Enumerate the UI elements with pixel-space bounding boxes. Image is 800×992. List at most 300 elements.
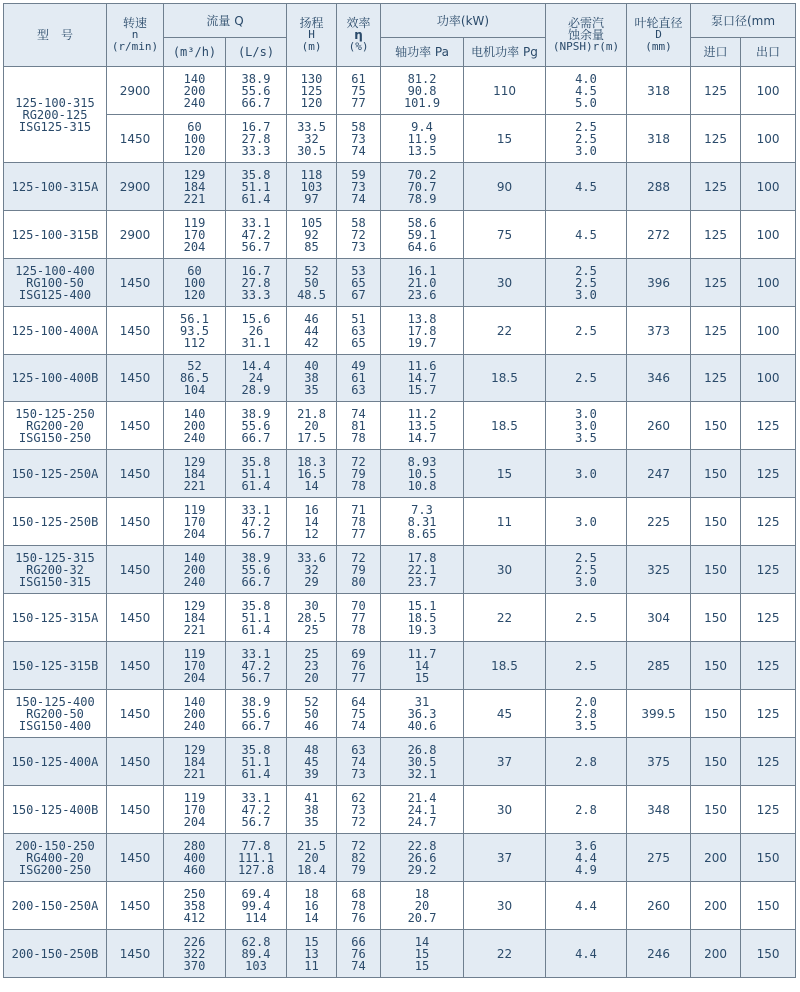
shaft-power-cell [381,930,464,978]
shaft-power-cell [381,355,464,402]
speed-cell: 1450 [107,307,164,355]
model-cell [4,834,107,882]
flow-ls-cell-line: 35.8 [241,454,271,469]
head-cell-line: 52 [304,694,319,709]
npsh-cell [546,642,627,690]
table-row [4,834,796,882]
flow-ls-cell-line: 16.7 [241,263,271,278]
model-cell-line: 150-125-250 [15,406,95,421]
shaft-power-cell-line: 11.2 [407,406,437,421]
npsh-label-2: 蚀余量 [568,28,605,42]
efficiency-cell [337,115,381,163]
col-speed [107,4,164,67]
flow-ls-cell-line: 47.2 [241,802,271,817]
impeller-cell: 375 [627,738,691,786]
shaft-power-cell-line: 23.7 [407,574,437,589]
npsh-cell-line: 2.5 [575,550,597,565]
shaft-power-cell-line: 26.6 [407,850,437,865]
flow-ls-cell-line: 66.7 [241,718,271,733]
shaft-power-cell-line: 15 [414,946,430,961]
npsh-cell [546,834,627,882]
table-row [4,738,796,786]
npsh-cell-line: 4.0 [575,71,597,86]
shaft-power-cell [381,402,464,450]
npsh-cell [546,690,627,738]
efficiency-cell-line: 73 [351,239,366,254]
efficiency-cell-line: 61 [351,71,366,86]
shaft-power-cell [381,882,464,930]
efficiency-cell-line: 78 [351,622,366,637]
flow-ls-cell-line: 114 [245,910,267,925]
head-cell [287,690,337,738]
speed-cell: 1450 [107,546,164,594]
flow-m3h-cell-line: 119 [183,215,206,230]
model-cell-line: 125-100-315B [11,227,99,242]
flow-m3h-cell [164,259,226,307]
flow-ls-cell-line: 38.9 [241,550,271,565]
head-cell-line: 23 [304,658,319,673]
shaft-power-cell-line: 14.7 [407,371,437,385]
outlet-cell: 100 [741,307,796,355]
efficiency-cell-line: 77 [351,610,366,625]
model-cell-line: ISG200-250 [18,862,92,877]
flow-ls-cell-line: 38.9 [241,406,271,421]
eff-label: 效率 [346,16,371,30]
inlet-cell: 150 [691,498,741,546]
shaft-power-cell-line: 40.6 [407,718,437,733]
flow-ls-cell [226,402,287,450]
npsh-cell-line: 3.5 [575,718,597,733]
flow-m3h-cell-line: 200 [183,418,206,433]
inlet-cell: 125 [691,259,741,307]
efficiency-cell-line: 51 [351,311,366,326]
flow-ls-cell-line: 33.1 [241,646,271,661]
head-cell-line: 130 [300,71,323,86]
efficiency-cell-line: 72 [351,227,366,242]
motor-power-cell: 37 [464,834,546,882]
efficiency-cell-line: 77 [351,670,366,685]
shaft-power-cell-line: 18 [414,886,430,901]
impeller-cell: 246 [627,930,691,978]
head-cell-line: 97 [304,191,319,206]
shaft-power-cell-line: 22.8 [407,838,437,853]
motor-power-cell: 18.5 [464,402,546,450]
shaft-power-cell-line: 14 [414,658,430,673]
flow-ls-cell [226,834,287,882]
head-cell [287,163,337,211]
flow-m3h-cell-line: 184 [183,610,206,625]
model-cell-line: 150-125-400 [15,694,95,709]
inlet-cell: 125 [691,211,741,259]
head-cell [287,307,337,355]
flow-ls-cell [226,882,287,930]
flow-m3h-cell-line: 100 [183,131,206,146]
motor-power-cell: 22 [464,594,546,642]
flow-m3h-cell [164,355,226,402]
head-cell-line: 12 [304,526,319,541]
head-cell [287,355,337,402]
npsh-cell-line: 3.0 [575,466,597,481]
inlet-cell: 150 [691,450,741,498]
impeller-cell: 275 [627,834,691,882]
efficiency-cell-line: 81 [351,418,366,433]
shaft-power-cell-line: 13.5 [407,143,437,158]
flow-m3h-cell [164,546,226,594]
outlet-cell: 150 [741,834,796,882]
table-row [4,259,796,307]
efficiency-cell-line: 78 [351,898,366,913]
shaft-power-cell-line: 15 [414,958,430,973]
flow-m3h-cell-line: 221 [183,478,206,493]
inlet-cell: 125 [691,67,741,115]
table-row [4,355,796,402]
head-cell-line: 38 [304,371,319,385]
model-cell-line: 200-150-250 [15,838,95,853]
efficiency-cell [337,307,381,355]
head-cell-line: 105 [300,215,323,230]
motor-power-cell: 30 [464,259,546,307]
efficiency-cell-line: 80 [351,574,366,589]
flow-m3h-cell-line: 112 [183,335,206,350]
shaft-power-cell [381,498,464,546]
efficiency-cell-line: 61 [351,371,366,385]
inlet-cell: 150 [691,690,741,738]
head-cell [287,738,337,786]
shaft-power-cell-line: 10.5 [407,466,437,481]
speed-cell: 1450 [107,786,164,834]
flow-ls-cell-line: 47.2 [241,227,271,242]
flow-ls-cell [226,307,287,355]
outlet-cell: 125 [741,498,796,546]
head-cell-line: 48.5 [297,287,326,302]
model-cell-line: RG100-50 [26,275,84,290]
flow-m3h-cell-line: 60 [187,263,202,278]
shaft-power-cell-line: 14 [414,934,430,949]
inlet-cell: 200 [691,930,741,978]
efficiency-cell-line: 68 [351,886,366,901]
motor-power-cell: 30 [464,546,546,594]
motor-power-cell: 30 [464,882,546,930]
head-cell-line: 20 [304,850,319,865]
flow-ls-cell-line: 27.8 [241,275,271,290]
model-cell [4,450,107,498]
flow-m3h-cell-line: 412 [183,910,206,925]
head-cell-line: 50 [304,275,319,290]
col-power: 功率(kW) [381,4,546,38]
efficiency-cell [337,690,381,738]
shaft-power-cell [381,115,464,163]
impeller-cell: 288 [627,163,691,211]
head-cell [287,450,337,498]
efficiency-cell-line: 79 [351,862,366,877]
model-cell [4,786,107,834]
efficiency-cell-line: 78 [351,478,366,493]
flow-ls-cell-line: 51.1 [241,610,271,625]
shaft-power-cell-line: 17.8 [407,550,437,565]
model-cell-line: RG200-32 [26,562,84,577]
efficiency-cell [337,355,381,402]
speed-cell: 1450 [107,882,164,930]
efficiency-cell [337,642,381,690]
model-cell-line: ISG150-400 [18,718,92,733]
outlet-cell: 100 [741,259,796,307]
model-cell [4,259,107,307]
flow-ls-cell-line: 35.8 [241,598,271,613]
model-cell [4,307,107,355]
flow-ls-cell [226,115,287,163]
table-row [4,786,796,834]
npsh-cell-line: 4.9 [575,862,597,877]
shaft-power-cell-line: 32.1 [407,766,437,781]
head-cell-line: 120 [300,95,323,110]
head-cell-line: 14 [304,514,319,529]
flow-m3h-cell [164,498,226,546]
table-row [4,930,796,978]
model-cell [4,594,107,642]
table-row [4,690,796,738]
npsh-cell [546,738,627,786]
motor-power-cell: 75 [464,211,546,259]
efficiency-cell-line: 64 [351,694,366,709]
head-cell-line: 41 [304,790,319,805]
efficiency-cell-line: 72 [351,814,366,829]
shaft-power-cell [381,642,464,690]
flow-ls-cell-line: 61.4 [241,622,271,637]
outlet-cell: 150 [741,882,796,930]
flow-ls-cell-line: 51.1 [241,466,271,481]
pump-spec-table [3,3,796,978]
col-efficiency [337,4,381,67]
efficiency-cell-line: 53 [351,263,366,278]
efficiency-cell-line: 74 [351,191,366,206]
flow-ls-cell [226,546,287,594]
head-cell [287,594,337,642]
flow-ls-cell-line: 51.1 [241,754,271,769]
shaft-power-cell-line: 11.9 [407,131,437,146]
flow-m3h-cell [164,67,226,115]
npsh-cell-line: 4.4 [575,898,597,913]
flow-m3h-cell [164,738,226,786]
motor-power-cell: 90 [464,163,546,211]
speed-cell: 1450 [107,355,164,402]
eff-unit: (%) [348,40,369,53]
head-cell-line: 13 [304,946,319,961]
efficiency-cell [337,930,381,978]
efficiency-cell-line: 75 [351,83,366,98]
head-cell [287,498,337,546]
flow-ls-cell-line: 14.4 [241,359,271,373]
npsh-cell-line: 4.4 [575,850,597,865]
efficiency-cell-line: 74 [351,958,366,973]
flow-m3h-cell-line: 400 [183,850,206,865]
shaft-power-cell-line: 15 [414,670,430,685]
efficiency-cell [337,67,381,115]
efficiency-cell-line: 59 [351,167,366,182]
col-impeller [627,4,691,67]
inlet-cell: 150 [691,594,741,642]
npsh-cell [546,594,627,642]
head-cell [287,642,337,690]
efficiency-cell-line: 79 [351,562,366,577]
impeller-cell: 272 [627,211,691,259]
motor-power-cell: 22 [464,930,546,978]
impeller-cell: 318 [627,115,691,163]
shaft-power-cell-line: 22.1 [407,562,437,577]
shaft-power-cell-line: 19.7 [407,335,437,350]
head-cell [287,402,337,450]
shaft-power-cell [381,307,464,355]
efficiency-cell-line: 58 [351,215,366,230]
flow-ls-cell-line: 35.8 [241,742,271,757]
shaft-power-cell [381,163,464,211]
speed-cell: 1450 [107,402,164,450]
impeller-unit: (mm) [645,40,672,53]
impeller-cell: 318 [627,67,691,115]
shaft-power-cell [381,690,464,738]
shaft-power-cell-line: 24.1 [407,802,437,817]
model-cell [4,882,107,930]
flow-ls-cell-line: 33.1 [241,215,271,230]
head-cell-line: 16.5 [297,466,326,481]
efficiency-cell-line: 78 [351,430,366,445]
efficiency-cell-line: 63 [351,383,366,397]
efficiency-cell-line: 69 [351,646,366,661]
outlet-cell: 100 [741,115,796,163]
efficiency-cell-line: 77 [351,95,366,110]
shaft-power-cell-line: 10.8 [407,478,437,493]
table-row [4,115,796,163]
npsh-cell [546,402,627,450]
npsh-cell-line: 2.8 [575,706,597,721]
flow-m3h-cell [164,882,226,930]
npsh-cell-line: 2.5 [575,562,597,577]
model-cell [4,211,107,259]
efficiency-cell [337,498,381,546]
shaft-power-cell-line: 21.0 [407,275,437,290]
col-head [287,4,337,67]
flow-ls-cell-line: 33.1 [241,502,271,517]
shaft-power-cell-line: 9.4 [411,119,433,134]
efficiency-cell-line: 71 [351,502,366,517]
head-cell-line: 15 [304,934,319,949]
flow-ls-cell-line: 55.6 [241,562,271,577]
model-cell-line: ISG125-400 [18,287,92,302]
impeller-cell: 373 [627,307,691,355]
model-cell [4,402,107,450]
head-cell-line: 11 [304,958,319,973]
flow-m3h-cell-line: 93.5 [180,323,209,338]
model-cell-line: 150-125-400B [11,802,99,817]
npsh-cell-line: 2.5 [575,371,597,385]
impeller-cell: 225 [627,498,691,546]
efficiency-cell-line: 73 [351,179,366,194]
shaft-power-cell-line: 17.8 [407,323,437,338]
model-cell-line: 150-125-315 [15,550,95,565]
impeller-cell: 260 [627,882,691,930]
shaft-power-cell [381,786,464,834]
col-motor-power: 电机功率 Pg [464,38,546,67]
inlet-cell: 125 [691,115,741,163]
inlet-cell: 150 [691,642,741,690]
speed-cell: 2900 [107,211,164,259]
flow-ls-cell [226,642,287,690]
npsh-cell-line: 3.0 [575,514,597,529]
npsh-cell [546,67,627,115]
head-cell-line: 28.5 [297,610,326,625]
flow-m3h-cell-line: 240 [183,718,206,733]
flow-ls-cell [226,163,287,211]
flow-ls-cell-line: 28.9 [241,383,271,397]
flow-ls-cell-line: 56.7 [241,670,271,685]
efficiency-cell-line: 72 [351,454,366,469]
motor-power-cell: 37 [464,738,546,786]
head-cell [287,546,337,594]
flow-ls-cell-line: 55.6 [241,706,271,721]
efficiency-cell-line: 63 [351,742,366,757]
flow-ls-cell-line: 62.8 [241,934,271,949]
head-cell-line: 85 [304,239,319,254]
efficiency-cell-line: 79 [351,466,366,481]
efficiency-cell-line: 73 [351,131,366,146]
npsh-cell-line: 2.5 [575,658,597,673]
flow-ls-cell-line: 55.6 [241,83,271,98]
efficiency-cell [337,786,381,834]
outlet-cell: 125 [741,786,796,834]
flow-ls-cell-line: 33.3 [241,143,271,158]
shaft-power-cell-line: 81.2 [407,71,437,86]
speed-unit: (r/min) [111,40,159,53]
flow-ls-cell-line: 66.7 [241,95,271,110]
efficiency-cell-line: 66 [351,934,366,949]
head-cell [287,211,337,259]
npsh-cell-line: 2.5 [575,131,597,146]
head-cell-line: 118 [300,167,323,182]
speed-cell: 1450 [107,259,164,307]
flow-ls-cell [226,450,287,498]
model-cell-line: 150-125-250A [11,466,99,481]
inlet-cell: 150 [691,786,741,834]
npsh-cell [546,163,627,211]
model-cell-line: RG200-50 [26,706,84,721]
shaft-power-cell [381,834,464,882]
flow-ls-cell-line: 56.7 [241,239,271,254]
head-cell-line: 44 [304,323,319,338]
flow-ls-cell-line: 103 [245,958,267,973]
head-cell-line: 20 [304,418,319,433]
outlet-cell: 100 [741,355,796,402]
speed-cell: 2900 [107,163,164,211]
shaft-power-cell [381,594,464,642]
efficiency-cell [337,211,381,259]
head-cell [287,930,337,978]
flow-m3h-cell-line: 120 [183,287,206,302]
efficiency-cell-line: 74 [351,406,366,421]
head-cell-line: 30 [304,598,319,613]
efficiency-cell [337,738,381,786]
head-cell [287,259,337,307]
col-port: 泵口径(mm [691,4,796,38]
head-cell-line: 16 [304,898,319,913]
npsh-cell-line: 4.4 [575,946,597,961]
flow-ls-cell-line: 38.9 [241,71,271,86]
shaft-power-cell [381,259,464,307]
npsh-cell-line: 2.8 [575,802,597,817]
flow-ls-cell-line: 33.1 [241,790,271,805]
flow-m3h-cell-line: 170 [183,658,206,673]
npsh-label-1: 必需汽 [568,16,605,30]
efficiency-cell-line: 70 [351,598,366,613]
flow-ls-cell-line: 35.8 [241,167,271,182]
